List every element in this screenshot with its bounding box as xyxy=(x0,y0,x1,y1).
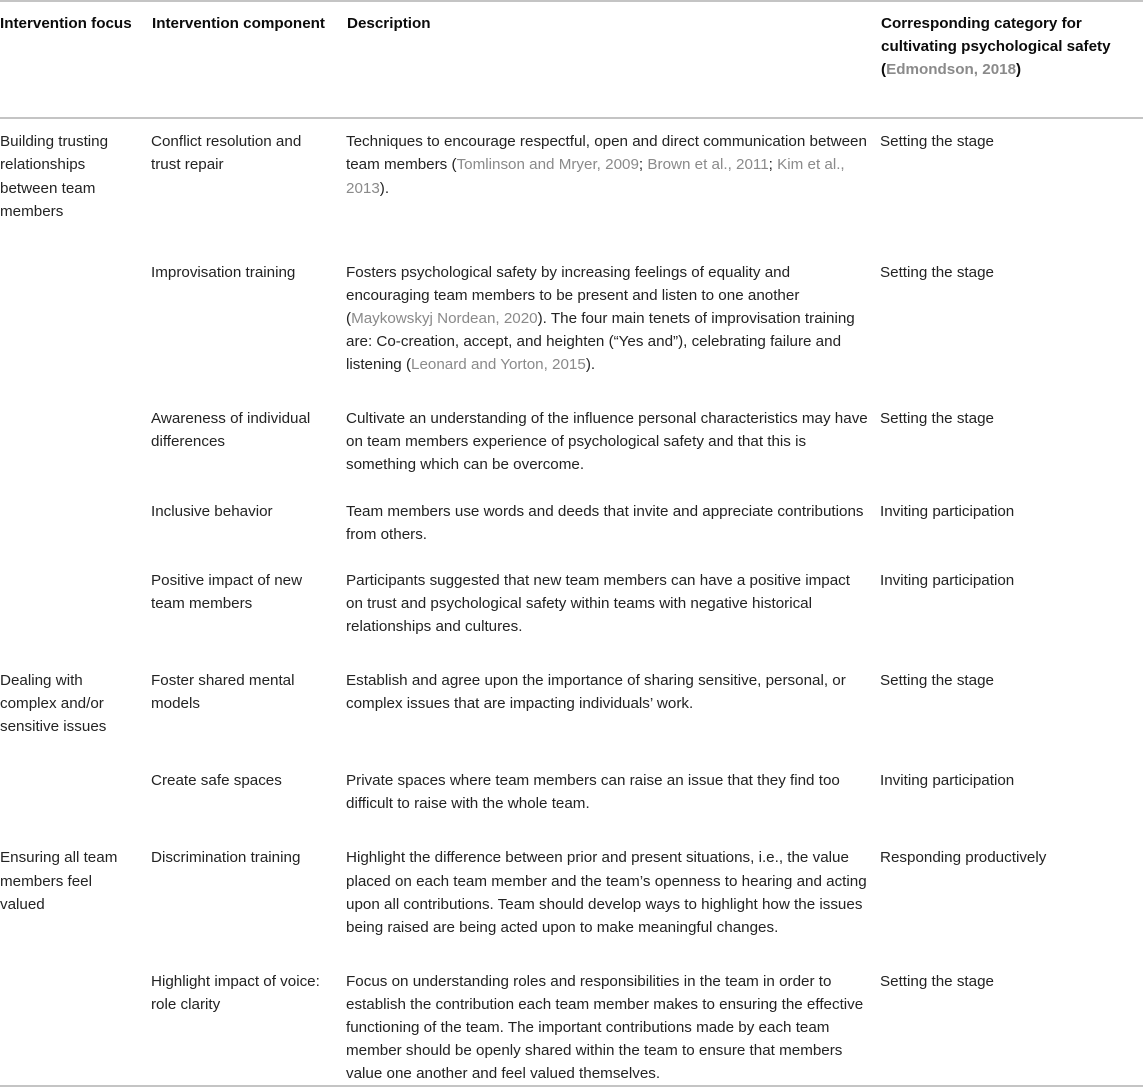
row-spacer-cell xyxy=(0,815,1143,835)
intervention-focus-label: Building trusting relationships between team members xyxy=(0,133,109,220)
cell-corresponding-category xyxy=(880,489,1143,546)
cell-intervention-focus xyxy=(0,959,151,1086)
cell-description xyxy=(346,118,880,222)
description-fragment: ; xyxy=(638,156,648,174)
intervention-component-label: Improvisation training xyxy=(151,263,296,281)
table-row xyxy=(0,118,1143,222)
cell-description xyxy=(346,489,880,546)
description-text xyxy=(346,261,868,376)
row-spacer-cell xyxy=(0,477,1143,489)
intervention-focus-label: Dealing with complex and/or sensitive issues xyxy=(0,671,107,736)
corresponding-category-label: Setting the stage xyxy=(880,671,994,689)
table-row xyxy=(0,489,1143,546)
intervention-component-label: Foster shared mental models xyxy=(151,671,295,713)
cell-description xyxy=(346,250,880,376)
intervention-component-label: Highlight impact of voice: role clarity xyxy=(151,972,320,1013)
corresponding-category-label: Inviting participation xyxy=(880,502,1015,520)
row-spacer-cell xyxy=(0,376,1143,396)
description-text xyxy=(346,970,868,1085)
column-header-corresponding-category xyxy=(880,1,1143,118)
description-fragment: Fosters psychological safety by increasing feelings of equality and encouraging team members to be present and listen to one another ( xyxy=(346,263,800,327)
description-fragment: Establish and agree upon the importance of sharing sensitive, personal, or complex issues that are impacting individuals’ work. xyxy=(346,671,846,713)
description-fragment: Focus on understanding roles and responsibilities in the team in order to establish the contribution each team member makes to ensuring the effective functioning of the team. The important contributions made by each team member should be openly shared within the team to ensure that members value one another and feel valued themselves. xyxy=(346,972,864,1083)
description-text xyxy=(346,407,868,476)
row-spacer xyxy=(0,546,1143,558)
corresponding-category-label: Setting the stage xyxy=(880,972,994,990)
description-fragment: Team members use words and deeds that invite and appreciate contributions from others. xyxy=(346,502,864,543)
description-text xyxy=(346,500,868,546)
row-spacer xyxy=(0,738,1143,758)
column-header-intervention-component: Intervention component xyxy=(151,1,346,118)
description-text xyxy=(346,669,868,715)
table-row xyxy=(0,558,1143,638)
category-header-close-paren: ) xyxy=(1016,60,1022,78)
citation-link[interactable]: Tomlinson and Mryer, 2009 xyxy=(456,156,639,174)
row-spacer xyxy=(0,477,1143,489)
row-spacer xyxy=(0,638,1143,658)
description-fragment: ). xyxy=(379,179,390,197)
description-fragment: ; xyxy=(768,156,778,174)
cell-corresponding-category xyxy=(880,558,1143,638)
intervention-component-label: Awareness of individual differences xyxy=(151,410,311,451)
intervention-component-label: Conflict resolution and trust repair xyxy=(151,133,302,174)
cell-intervention-focus xyxy=(0,835,151,938)
corresponding-category-label: Setting the stage xyxy=(880,133,994,151)
description-fragment: Participants suggested that new team members can have a positive impact on trust and psychological safety within teams with negative historical relationships and cultures. xyxy=(346,571,850,635)
row-spacer-cell xyxy=(0,546,1143,558)
description-fragment: Techniques to encourage respectful, open and direct communication between team members ( xyxy=(346,133,867,174)
cell-description xyxy=(346,835,880,938)
table-row xyxy=(0,835,1143,938)
cell-intervention-focus xyxy=(0,489,151,546)
corresponding-category-label: Responding productively xyxy=(880,849,1047,867)
table-header xyxy=(0,1,1143,118)
column-header-intervention-focus: Intervention focus xyxy=(0,1,151,118)
description-fragment: Highlight the difference between prior and present situations, i.e., the value placed on each team member and the team’s openness to hearing and acting upon all contributions. Team should develop ways to highlight how the issues being raised are being acted upon to make meaningful changes. xyxy=(346,849,867,936)
cell-intervention-component xyxy=(151,835,346,938)
intervention-component-label: Inclusive behavior xyxy=(151,502,273,520)
cell-intervention-component xyxy=(151,758,346,815)
citation-link[interactable]: Leonard and Yorton, 2015 xyxy=(411,356,586,374)
cell-intervention-component xyxy=(151,658,346,738)
row-spacer xyxy=(0,815,1143,835)
cell-intervention-component xyxy=(151,118,346,222)
cell-intervention-component xyxy=(151,959,346,1086)
description-text xyxy=(346,569,868,638)
cell-description xyxy=(346,658,880,738)
intervention-component-label: Positive impact of new team members xyxy=(151,571,303,612)
corresponding-category-label: Setting the stage xyxy=(880,263,994,281)
description-fragment: ). The four main tenets of improvisation training are: Co-creation, accept, and heighten (“Yes and”), celebrating failure and listening ( xyxy=(346,309,855,374)
cell-corresponding-category xyxy=(880,396,1143,476)
category-header-text: Corresponding category for cultivating psychological safety ( xyxy=(881,15,1111,78)
description-fragment: Cultivate an understanding of the influence personal characteristics may have on team members experience of psychological safety and that this is something which can be overcome. xyxy=(346,410,868,474)
intervention-component-label: Create safe spaces xyxy=(151,772,282,790)
cell-description xyxy=(346,758,880,815)
cell-corresponding-category xyxy=(880,118,1143,222)
cell-corresponding-category xyxy=(880,250,1143,376)
cell-intervention-focus xyxy=(0,396,151,476)
description-text xyxy=(346,130,868,199)
cell-intervention-focus xyxy=(0,658,151,738)
cell-corresponding-category xyxy=(880,959,1143,1086)
category-header-citation: Edmondson, 2018 xyxy=(886,60,1017,78)
citation-link[interactable]: Kim et al., 2013 xyxy=(346,156,845,197)
row-spacer-cell xyxy=(0,638,1143,658)
corresponding-category-label: Setting the stage xyxy=(880,410,994,428)
row-spacer-cell xyxy=(0,738,1143,758)
table-row xyxy=(0,250,1143,376)
cell-corresponding-category xyxy=(880,658,1143,738)
description-text xyxy=(346,769,868,815)
column-header-description: Description xyxy=(346,1,880,118)
citation-link[interactable]: Maykowskyj Nordean, 2020 xyxy=(351,309,538,327)
cell-intervention-focus xyxy=(0,250,151,376)
row-spacer xyxy=(0,376,1143,396)
cell-intervention-component xyxy=(151,558,346,638)
table-body xyxy=(0,118,1143,1086)
table-row xyxy=(0,396,1143,476)
citation-link[interactable]: Brown et al., 2011 xyxy=(647,156,769,174)
cell-intervention-component xyxy=(151,250,346,376)
cell-description xyxy=(346,396,880,476)
cell-intervention-component xyxy=(151,396,346,476)
table-row xyxy=(0,959,1143,1086)
cell-corresponding-category xyxy=(880,835,1143,938)
cell-description xyxy=(346,558,880,638)
intervention-component-label: Discrimination training xyxy=(151,849,301,867)
table-row xyxy=(0,758,1143,815)
cell-intervention-focus xyxy=(0,758,151,815)
corresponding-category-label: Inviting participation xyxy=(880,571,1015,589)
corresponding-category-label: Inviting participation xyxy=(880,772,1015,790)
description-text xyxy=(346,846,868,938)
cell-corresponding-category xyxy=(880,758,1143,815)
row-spacer-cell xyxy=(0,939,1143,959)
row-spacer xyxy=(0,939,1143,959)
intervention-focus-label: Ensuring all team members feel valued xyxy=(0,849,118,913)
cell-description xyxy=(346,959,880,1086)
header-row xyxy=(0,1,1143,118)
cell-intervention-component xyxy=(151,489,346,546)
cell-intervention-focus xyxy=(0,558,151,638)
description-fragment: Private spaces where team members can raise an issue that they find too difficult to raise with the whole team. xyxy=(346,772,840,813)
cell-intervention-focus xyxy=(0,118,151,222)
row-spacer xyxy=(0,223,1143,250)
table-row xyxy=(0,658,1143,738)
description-fragment: ). xyxy=(585,356,596,374)
row-spacer-cell xyxy=(0,223,1143,250)
